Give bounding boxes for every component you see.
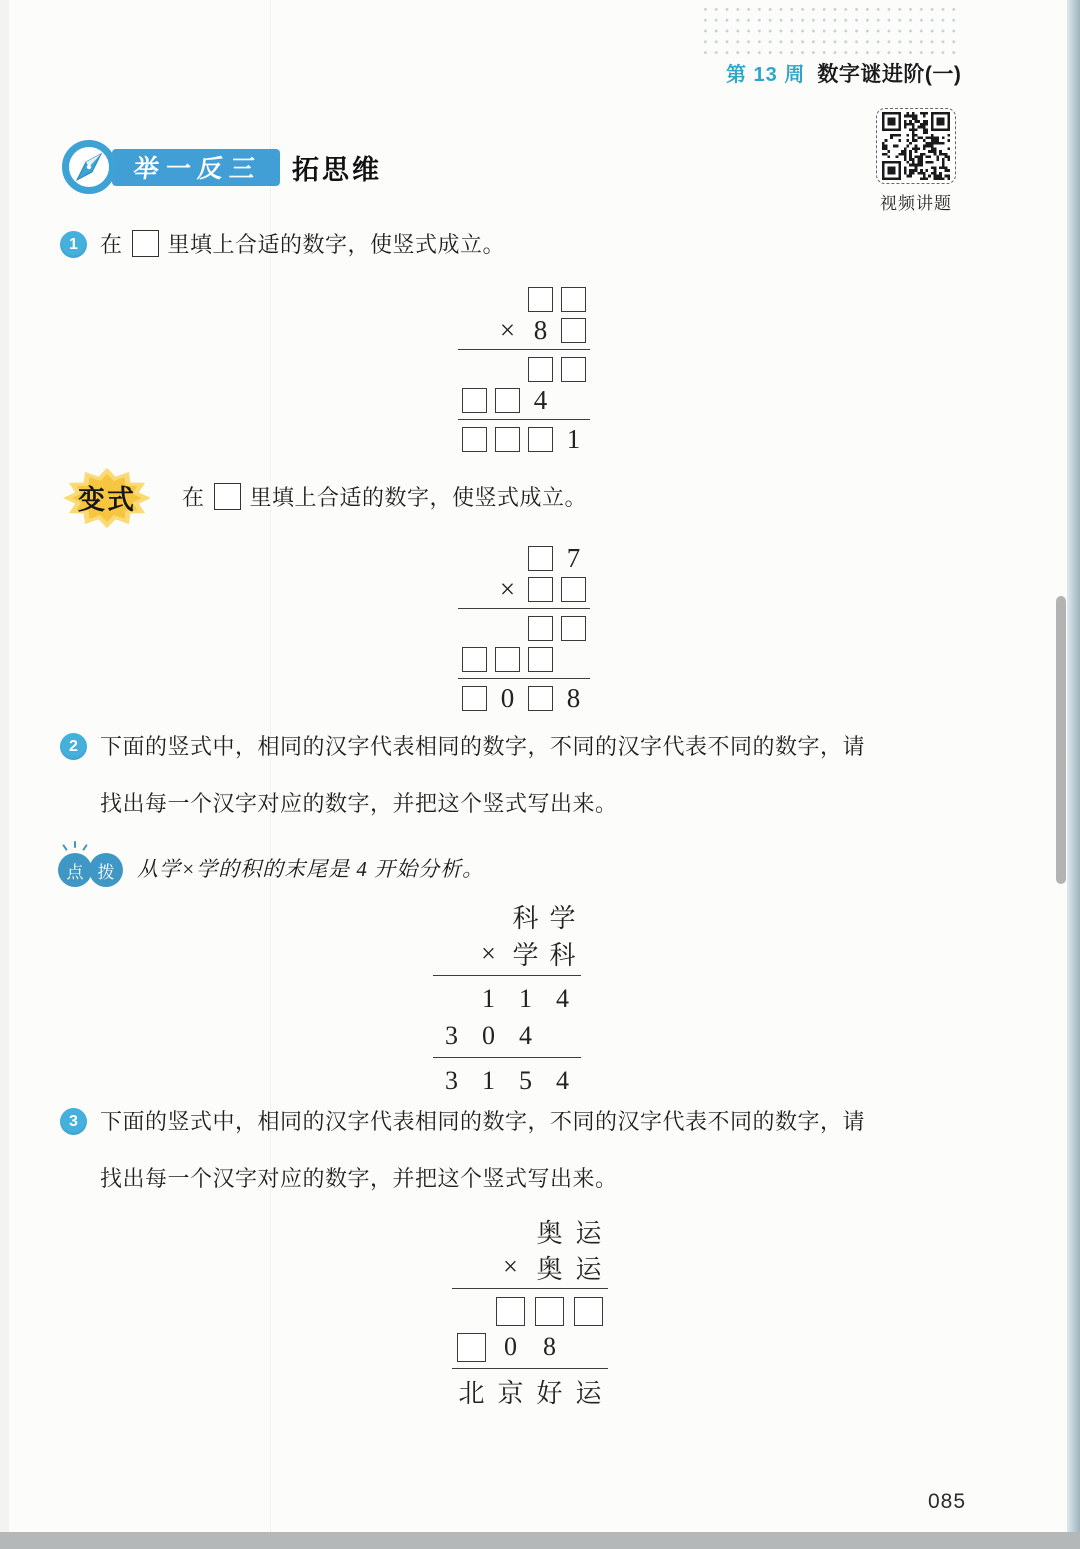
calc-char: 奥 xyxy=(536,1254,563,1284)
hint-circle-bo: 拨 xyxy=(89,853,123,887)
calc-rule-line xyxy=(458,678,590,679)
problem-3-number-badge: 3 xyxy=(60,1108,87,1135)
scrollbar-thumb[interactable] xyxy=(1056,596,1066,884)
calc-char: 好 xyxy=(536,1378,563,1408)
calc-empty-cell xyxy=(491,1213,530,1249)
calc-char: 京 xyxy=(497,1378,524,1408)
calc-rule-line xyxy=(458,349,590,350)
hint-row xyxy=(58,849,484,887)
calc-empty-cell xyxy=(544,1017,581,1054)
calc-empty-cell xyxy=(557,385,590,416)
answer-box[interactable] xyxy=(530,1293,569,1329)
section-banner xyxy=(112,149,280,186)
page-number: 085 xyxy=(928,1490,967,1513)
calc-char: 运 xyxy=(575,1254,602,1284)
multiply-sign: × xyxy=(499,315,516,345)
calc-empty-cell xyxy=(569,1329,608,1365)
calc-rule-line xyxy=(433,1057,581,1058)
variant-text-prefix: 在 xyxy=(182,485,205,510)
qr-caption: 视频讲题 xyxy=(880,194,952,213)
answer-box[interactable] xyxy=(524,543,557,574)
calc-char: 0 xyxy=(500,683,515,713)
sparkle-icon xyxy=(74,841,76,848)
vertical-calc-problem3 xyxy=(452,1213,608,1409)
answer-box[interactable] xyxy=(458,644,491,675)
multiply-sign: × xyxy=(503,1252,518,1281)
answer-box[interactable] xyxy=(557,354,590,385)
chapter-title: 数字谜进阶(一) xyxy=(817,63,962,86)
calc-char: 1 xyxy=(482,1065,495,1095)
problem-3-line2: 找出每一个汉字对应的数字，并把这个竖式写出来。 xyxy=(100,1166,618,1191)
problem-1-text-suffix: 里填上合适的数字，使竖式成立。 xyxy=(167,232,506,257)
calc-empty-cell xyxy=(458,315,491,346)
answer-box[interactable] xyxy=(524,683,557,714)
dot-pattern-decoration xyxy=(700,4,958,57)
answer-box[interactable] xyxy=(524,284,557,315)
photo-right-edge xyxy=(1067,0,1080,1549)
qr-block xyxy=(874,108,958,214)
vertical-calc-problem1 xyxy=(458,284,590,455)
photo-left-edge xyxy=(0,0,9,1549)
calc-rule-line xyxy=(458,419,590,420)
problem-2-line2: 找出每一个汉字对应的数字，并把这个竖式写出来。 xyxy=(100,791,618,816)
vertical-calc-variant xyxy=(458,543,590,714)
calc-empty-cell xyxy=(452,1249,491,1285)
calc-char: 学 xyxy=(512,941,539,970)
problem-1 xyxy=(60,228,505,262)
qr-code xyxy=(876,108,956,184)
calc-empty-cell xyxy=(458,574,491,605)
answer-box[interactable] xyxy=(524,613,557,644)
calc-rule-line xyxy=(452,1368,608,1369)
calc-char: 北 xyxy=(458,1378,485,1408)
answer-box[interactable] xyxy=(491,1293,530,1329)
calc-char: 运 xyxy=(575,1378,602,1408)
calc-rule-line xyxy=(452,1288,608,1289)
problem-2-number-badge: 2 xyxy=(60,733,87,760)
variant-badge xyxy=(60,466,154,530)
calc-empty-cell xyxy=(470,898,507,935)
calc-empty-cell xyxy=(491,543,524,574)
calc-empty-cell xyxy=(491,354,524,385)
calc-char: 8 xyxy=(566,683,581,713)
calc-char: 0 xyxy=(504,1332,517,1361)
sparkle-icon xyxy=(62,844,68,851)
calc-char: 8 xyxy=(543,1332,556,1361)
answer-box[interactable] xyxy=(458,424,491,455)
calc-char: 4 xyxy=(556,1065,569,1095)
problem-2-line1: 下面的竖式中，相同的汉字代表相同的数字，不同的汉字代表不同的数字，请 xyxy=(100,734,866,759)
calc-empty-cell xyxy=(491,284,524,315)
calc-empty-cell xyxy=(458,543,491,574)
answer-box[interactable] xyxy=(524,644,557,675)
variant-text-suffix: 里填上合适的数字，使竖式成立。 xyxy=(249,485,588,510)
answer-box[interactable] xyxy=(524,574,557,605)
problem-3-line1: 下面的竖式中，相同的汉字代表相同的数字，不同的汉字代表不同的数字，请 xyxy=(100,1109,866,1134)
calc-empty-cell xyxy=(458,284,491,315)
calc-empty-cell xyxy=(433,898,470,935)
hint-icon xyxy=(58,853,123,887)
calc-rule-line xyxy=(458,608,590,609)
answer-box[interactable] xyxy=(132,230,159,257)
multiply-sign: × xyxy=(499,574,516,604)
answer-box[interactable] xyxy=(569,1293,608,1329)
calc-char: 1 xyxy=(566,424,581,454)
page-header xyxy=(726,58,961,88)
calc-char: 运 xyxy=(575,1218,602,1248)
week-label: 第 13 周 xyxy=(726,64,806,86)
calc-char: 1 xyxy=(482,983,495,1013)
section-badge-label: 举一反三 xyxy=(131,155,264,183)
answer-box[interactable] xyxy=(214,483,241,510)
calc-char: 8 xyxy=(533,315,548,345)
calc-char: 1 xyxy=(519,983,532,1013)
calc-empty-cell xyxy=(557,644,590,675)
multiply-sign: × xyxy=(481,938,496,968)
calc-char: 奥 xyxy=(536,1218,563,1248)
calc-char: 科 xyxy=(512,904,539,933)
problem-1-text-prefix: 在 xyxy=(100,232,123,257)
calc-char: 3 xyxy=(445,1020,458,1050)
answer-box[interactable] xyxy=(458,683,491,714)
calc-empty-cell xyxy=(452,1213,491,1249)
calc-char: 0 xyxy=(482,1020,495,1050)
calc-empty-cell xyxy=(433,935,470,972)
answer-box[interactable] xyxy=(491,644,524,675)
vertical-calc-problem2 xyxy=(433,898,581,1099)
answer-box[interactable] xyxy=(557,613,590,644)
calc-char: 学 xyxy=(549,904,576,933)
calc-char: 5 xyxy=(519,1065,532,1095)
calc-char: 4 xyxy=(533,385,548,415)
problem-1-text xyxy=(100,228,505,262)
hint-text: 从学×学的积的末尾是 4 开始分析。 xyxy=(137,857,485,881)
calc-char: 7 xyxy=(566,543,581,573)
compass-icon xyxy=(60,138,118,196)
answer-box[interactable] xyxy=(557,284,590,315)
sparkle-icon xyxy=(82,844,88,851)
calc-char: 科 xyxy=(549,941,576,970)
photo-bottom-edge xyxy=(0,1532,1080,1549)
answer-box[interactable] xyxy=(491,424,524,455)
calc-rule-line xyxy=(433,975,581,976)
calc-char: 4 xyxy=(519,1020,532,1050)
calc-empty-cell xyxy=(458,613,491,644)
calc-char: 3 xyxy=(445,1065,458,1095)
problem-3-text xyxy=(100,1105,865,1196)
section-header xyxy=(60,138,382,196)
calc-empty-cell xyxy=(433,980,470,1017)
variant-problem xyxy=(60,466,587,530)
variant-text xyxy=(182,481,587,515)
answer-box[interactable] xyxy=(458,385,491,416)
problem-3 xyxy=(60,1105,865,1196)
calc-empty-cell xyxy=(452,1293,491,1329)
calc-empty-cell xyxy=(458,354,491,385)
calc-char: 4 xyxy=(556,983,569,1013)
answer-box[interactable] xyxy=(557,574,590,605)
answer-box[interactable] xyxy=(491,385,524,416)
answer-box[interactable] xyxy=(452,1329,491,1365)
answer-box[interactable] xyxy=(557,315,590,346)
calc-empty-cell xyxy=(491,613,524,644)
hint-circle-dian: 点 xyxy=(58,853,92,887)
answer-box[interactable] xyxy=(524,424,557,455)
problem-1-number-badge: 1 xyxy=(60,231,87,258)
variant-badge-label: 变式 xyxy=(78,484,136,515)
answer-box[interactable] xyxy=(524,354,557,385)
section-title: 拓思维 xyxy=(292,154,383,185)
problem-2 xyxy=(60,730,865,821)
problem-2-text xyxy=(100,730,865,821)
